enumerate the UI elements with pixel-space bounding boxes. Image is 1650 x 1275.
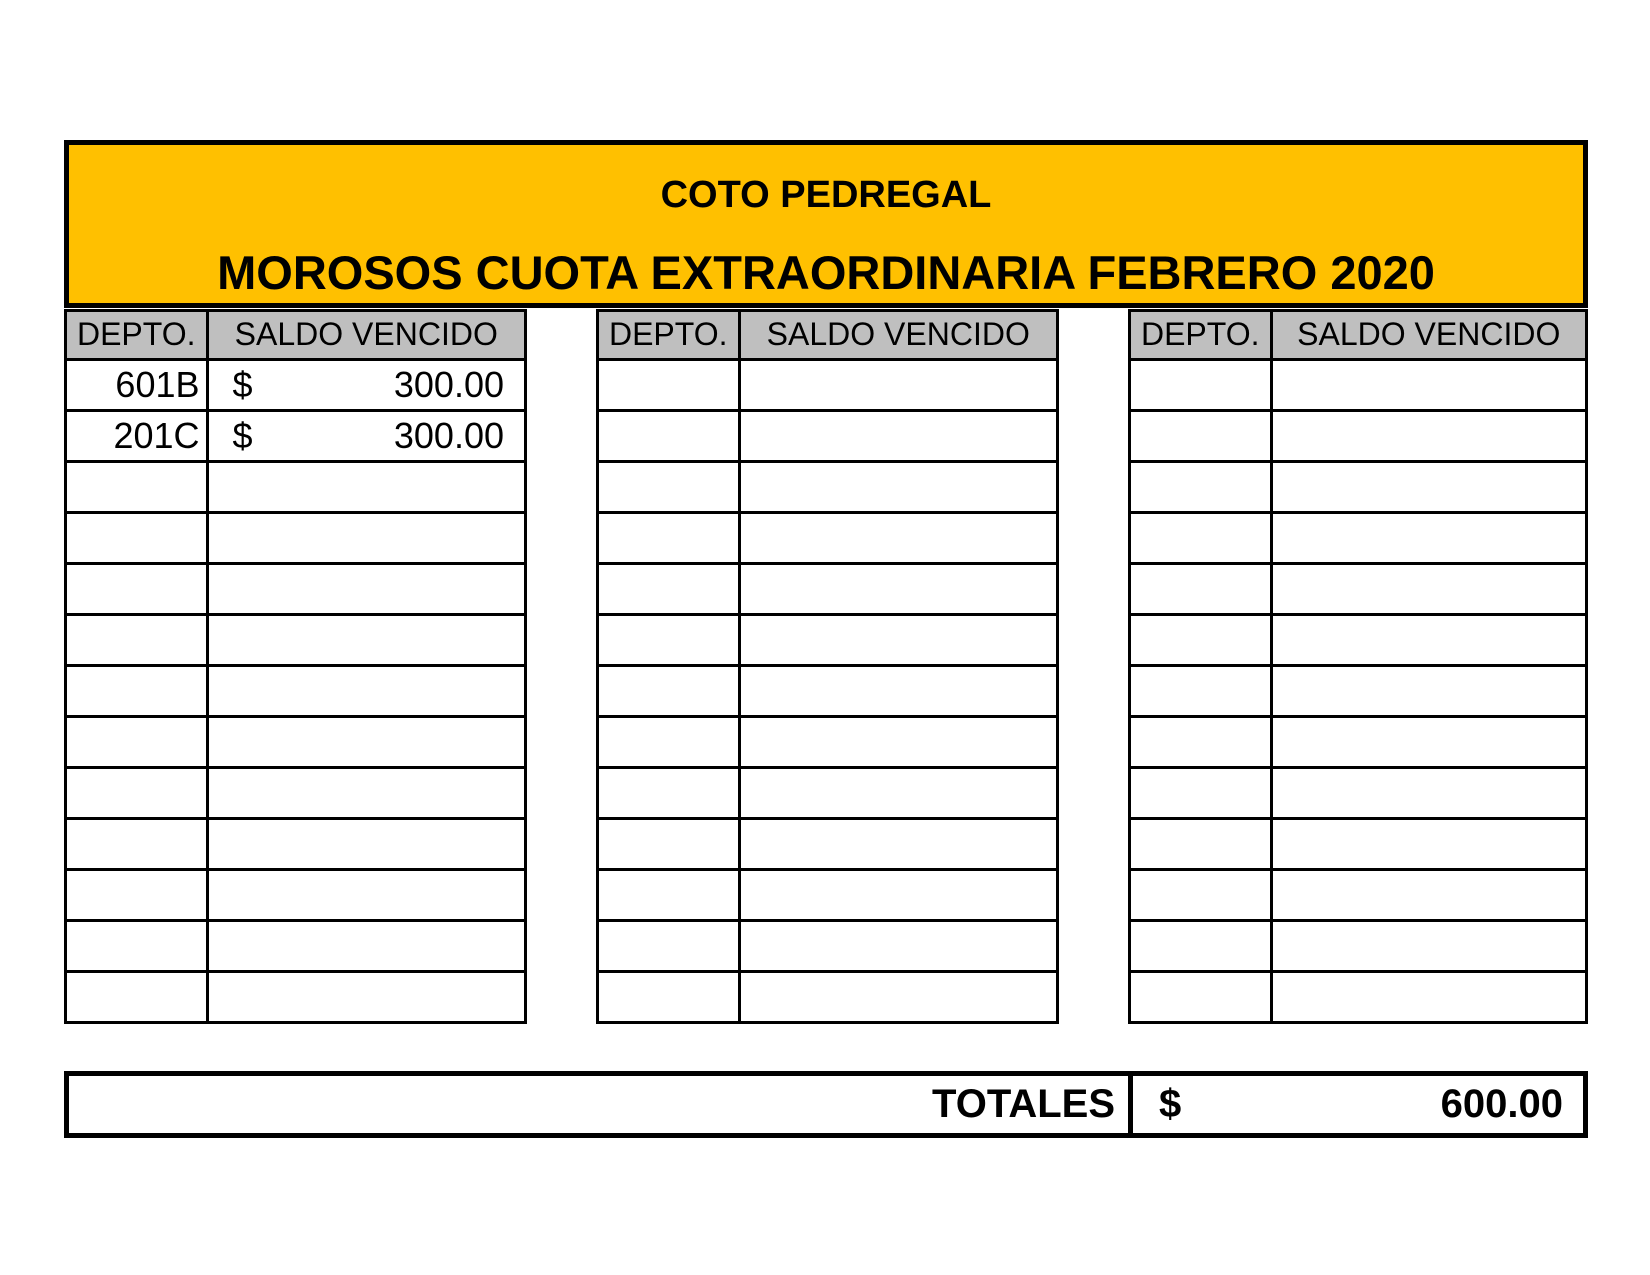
depto-cell (1131, 818, 1271, 869)
totals-row (64, 1071, 1588, 1138)
table-row (1131, 920, 1585, 971)
saldo-cell (739, 920, 1056, 971)
depto-cell (67, 461, 207, 512)
saldo-cell (207, 920, 524, 971)
depto-cell (67, 920, 207, 971)
debtors-grid (599, 312, 1056, 1022)
table-row (67, 971, 524, 1022)
saldo-cell (1271, 665, 1585, 716)
saldo-cell (739, 869, 1056, 920)
table-row (67, 767, 524, 818)
saldo-cell (739, 665, 1056, 716)
depto-cell (67, 767, 207, 818)
depto-cell (67, 869, 207, 920)
table-row (1131, 665, 1585, 716)
saldo-cell (1271, 869, 1585, 920)
table-header-row (1131, 312, 1585, 359)
table-row (1131, 461, 1585, 512)
depto-cell (1131, 461, 1271, 512)
currency-symbol: $ (232, 363, 253, 405)
table-header-row (67, 312, 524, 359)
report-title: MOROSOS CUOTA EXTRAORDINARIA FEBRERO 2020 (217, 246, 1435, 299)
depto-cell (1131, 716, 1271, 767)
table-row (599, 512, 1056, 563)
saldo-cell (207, 512, 524, 563)
depto-cell (1131, 359, 1271, 410)
table-row (599, 563, 1056, 614)
org-name: COTO PEDREGAL (660, 174, 992, 216)
table-row (1131, 869, 1585, 920)
saldo-cell (1271, 767, 1585, 818)
table-row (67, 665, 524, 716)
debtors-table-1 (64, 309, 527, 1024)
depto-cell (599, 410, 739, 461)
table-row (1131, 767, 1585, 818)
saldo-cell (207, 767, 524, 818)
report-header (64, 140, 1588, 308)
table-row (599, 614, 1056, 665)
saldo-cell (1271, 410, 1585, 461)
saldo-cell (739, 971, 1056, 1022)
currency-symbol: $ (232, 414, 253, 456)
depto-cell: 601B (67, 359, 207, 410)
table-row (67, 563, 524, 614)
debtors-table-3 (1128, 309, 1588, 1024)
depto-cell (1131, 920, 1271, 971)
table-row (1131, 410, 1585, 461)
table-row (1131, 359, 1585, 410)
depto-cell (1131, 971, 1271, 1022)
depto-cell (1131, 512, 1271, 563)
depto-cell (599, 971, 739, 1022)
table-row (67, 614, 524, 665)
saldo-cell (207, 971, 524, 1022)
depto-cell (67, 512, 207, 563)
table-row (599, 716, 1056, 767)
saldo-cell (207, 818, 524, 869)
table-row (67, 716, 524, 767)
amount-value: 300.00 (393, 414, 504, 456)
table-header-row (599, 312, 1056, 359)
table-row (67, 512, 524, 563)
depto-cell (67, 614, 207, 665)
saldo-cell (207, 461, 524, 512)
saldo-cell (207, 410, 524, 461)
debtors-table-2 (596, 309, 1059, 1024)
debtors-grid (1131, 312, 1585, 1022)
depto-cell (599, 563, 739, 614)
saldo-cell (739, 410, 1056, 461)
saldo-cell (1271, 920, 1585, 971)
saldo-cell (1271, 818, 1585, 869)
table-row (599, 410, 1056, 461)
depto-cell (1131, 410, 1271, 461)
table-row (67, 869, 524, 920)
depto-cell (599, 665, 739, 716)
saldo-cell (207, 563, 524, 614)
saldo-cell (1271, 512, 1585, 563)
depto-cell (599, 818, 739, 869)
table-row (599, 869, 1056, 920)
depto-cell (67, 818, 207, 869)
column-header-saldo: SALDO VENCIDO (207, 312, 524, 359)
table-row (67, 920, 524, 971)
saldo-cell (1271, 461, 1585, 512)
depto-cell (1131, 614, 1271, 665)
table-row (599, 971, 1056, 1022)
depto-cell: 201C (67, 410, 207, 461)
totals-currency: $ (1159, 1082, 1182, 1126)
table-row (599, 359, 1056, 410)
table-row (1131, 563, 1585, 614)
depto-cell (599, 869, 739, 920)
saldo-cell (1271, 614, 1585, 665)
table-row (67, 410, 524, 461)
depto-cell (67, 716, 207, 767)
depto-cell (599, 920, 739, 971)
saldo-cell (1271, 716, 1585, 767)
saldo-cell (1271, 359, 1585, 410)
depto-cell (599, 767, 739, 818)
depto-cell (1131, 869, 1271, 920)
depto-cell (599, 716, 739, 767)
saldo-cell (739, 512, 1056, 563)
table-row (1131, 716, 1585, 767)
table-row (599, 461, 1056, 512)
depto-cell (1131, 767, 1271, 818)
depto-cell (67, 563, 207, 614)
column-header-saldo: SALDO VENCIDO (739, 312, 1056, 359)
table-row (67, 359, 524, 410)
saldo-cell (207, 359, 524, 410)
totals-amount: 600.00 (1440, 1082, 1563, 1126)
column-header-saldo: SALDO VENCIDO (1271, 312, 1585, 359)
table-row (599, 665, 1056, 716)
table-row (67, 461, 524, 512)
column-header-depto: DEPTO. (599, 312, 739, 359)
column-header-depto: DEPTO. (1131, 312, 1271, 359)
debtors-grid (67, 312, 524, 1022)
depto-cell (1131, 563, 1271, 614)
saldo-cell (207, 614, 524, 665)
depto-cell (67, 971, 207, 1022)
saldo-cell (207, 665, 524, 716)
saldo-cell (207, 869, 524, 920)
totals-divider (1128, 1076, 1133, 1133)
saldo-cell (739, 461, 1056, 512)
column-header-depto: DEPTO. (67, 312, 207, 359)
saldo-cell (1271, 971, 1585, 1022)
saldo-cell (1271, 563, 1585, 614)
table-row (1131, 614, 1585, 665)
totals-label: TOTALES (932, 1082, 1115, 1126)
amount-value: 300.00 (393, 363, 504, 405)
depto-cell (599, 614, 739, 665)
table-row (1131, 512, 1585, 563)
depto-cell (599, 359, 739, 410)
table-row (67, 818, 524, 869)
saldo-cell (739, 767, 1056, 818)
depto-cell (1131, 665, 1271, 716)
table-row (599, 818, 1056, 869)
saldo-cell (739, 716, 1056, 767)
table-row (1131, 818, 1585, 869)
table-row (599, 920, 1056, 971)
depto-cell (599, 512, 739, 563)
table-row (599, 767, 1056, 818)
saldo-cell (207, 716, 524, 767)
table-row (1131, 971, 1585, 1022)
saldo-cell (739, 563, 1056, 614)
depto-cell (599, 461, 739, 512)
saldo-cell (739, 818, 1056, 869)
depto-cell (67, 665, 207, 716)
saldo-cell (739, 359, 1056, 410)
saldo-cell (739, 614, 1056, 665)
